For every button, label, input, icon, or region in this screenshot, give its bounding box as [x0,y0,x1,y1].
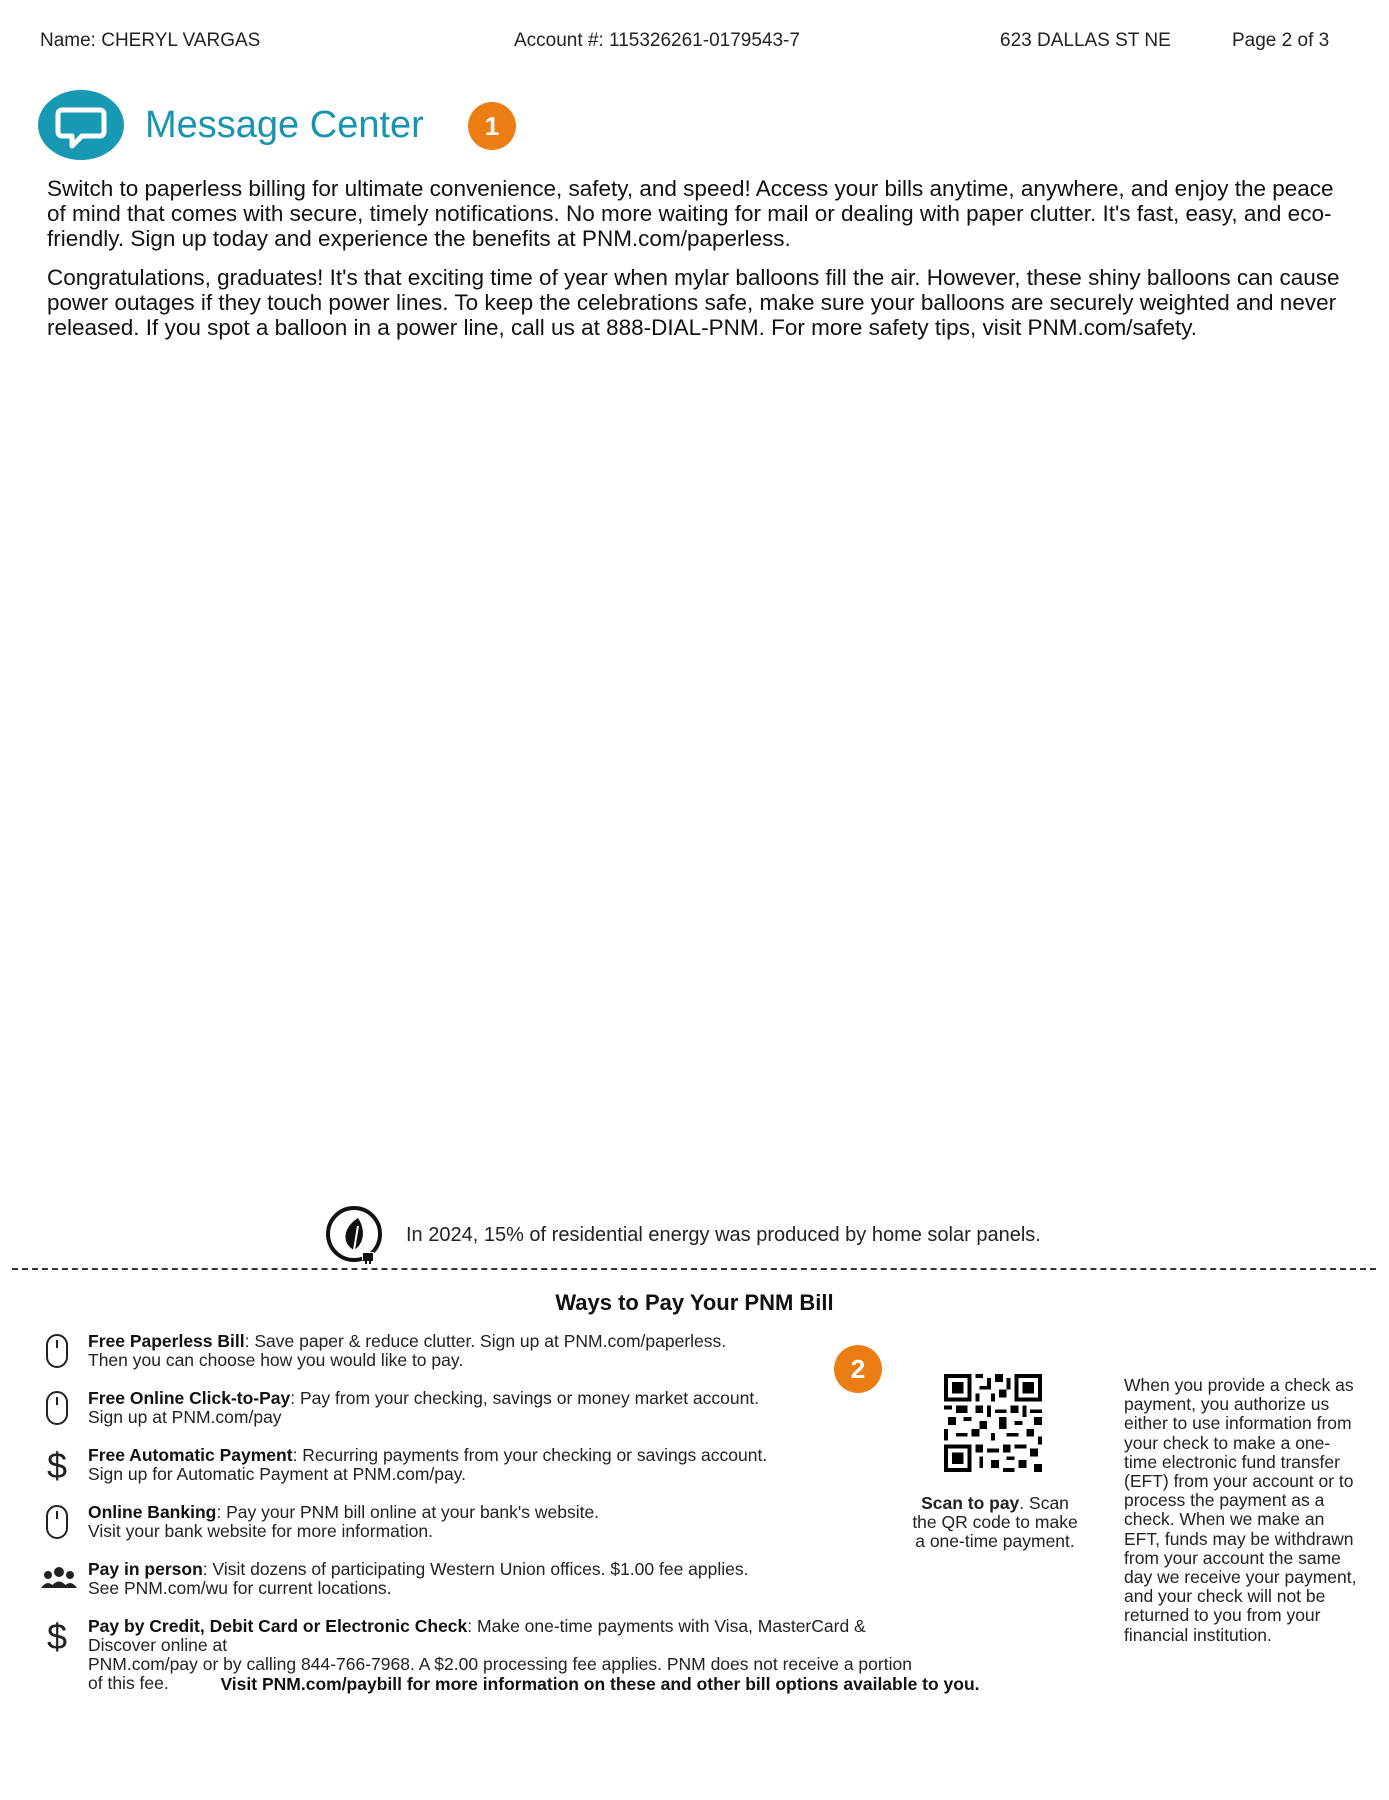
svg-text:$: $ [46,1446,68,1484]
message-paragraph: Congratulations, graduates! It's that exciting time of year when mylar balloons fill the air. However, these shiny balloons can cause power outages if they touch power lines. To keep the celebrations safe, make sure your balloons are securely weighted and never released. If you spot a balloon in a power line, call us at 888-DIAL-PNM. For more safety tips, visit PNM.com/safety. [47,265,1340,340]
pay-option-in-person [40,1560,920,1600]
option-text-2: Visit your bank website for more information. [88,1521,433,1541]
customer-name: Name: CHERYL VARGAS [40,30,261,51]
solar-note: In 2024, 15% of residential energy was produced by home solar panels. [406,1224,1041,1246]
page-number: Page 2 of 3 [1232,30,1330,51]
mouse-icon [40,1389,74,1427]
ways-to-pay-title: Ways to Pay Your PNM Bill [555,1290,834,1315]
solar-leaf-icon [324,1204,386,1266]
option-text-2: See PNM.com/wu for current locations. [88,1578,392,1598]
option-text: : Visit dozens of participating Western Union offices. $1.00 fee applies. [202,1559,749,1579]
option-title: Pay by Credit, Debit Card or Electronic Check [88,1616,468,1636]
option-text: : Pay from your checking, savings or money market account. [290,1388,760,1408]
option-title: Pay in person [88,1559,203,1579]
tear-line [12,1268,1376,1270]
account-number: Account #: 115326261-0179543-7 [514,30,800,51]
message-balloons [47,265,1347,340]
scan-to-pay-text [910,1494,1080,1551]
svg-text:$: $ [46,1617,68,1655]
option-title: Online Banking [88,1502,217,1522]
option-text-2: Sign up at PNM.com/pay [88,1407,282,1427]
pay-option-click-to-pay [40,1389,920,1429]
mouse-icon [40,1503,74,1541]
option-text: : Recurring payments from your checking or savings account. [292,1445,768,1465]
pay-option-paperless [40,1332,920,1372]
message-paragraph: Switch to paperless billing for ultimate convenience, safety, and speed! Access your bills anytime, anywhere, and enjoy the peace of mind that comes with secure, timely notifications. No more waiting for mail or dealing with paper clutter. It's fast, easy, and eco-friendly. Sign up today and experience the benefits at PNM.com/paperless. [47,176,1334,251]
dollar-icon [40,1617,74,1655]
scan-description: . Scan the QR code to make a one-time payment. [912,1493,1078,1551]
option-text: : Make one-time payments with Visa, MasterCard & Discover online at [88,1616,866,1655]
option-text-2: Sign up for Automatic Payment at PNM.com/pay. [88,1464,467,1484]
option-text: : Save paper & reduce clutter. Sign up at PNM.com/paperless. [244,1331,727,1351]
check-eft-notice: When you provide a check as payment, you authorize us either to use information from your check to make a one-time electronic fund transfer (EFT) from your account or to process the payment as a check. When we make an EFT, funds may be withdrawn from your account the same day we receive your payment, and your check will not be returned to you from your financial institution. [1124,1375,1357,1645]
option-title: Free Paperless Bill [88,1331,245,1351]
option-text-2: Then you can choose how you would like to pay. [88,1350,464,1370]
message-center-icon [38,90,124,160]
chat-bubble-icon [38,90,124,160]
dollar-icon [40,1446,74,1484]
option-title: Free Automatic Payment [88,1445,293,1465]
message-paperless [47,176,1347,251]
option-text-2: PNM.com/pay or by calling 844-766-7968. A $2.00 processing fee applies. PNM does not receive a portion of this fee. [88,1654,912,1693]
qr-code[interactable] [944,1374,1042,1472]
pay-option-automatic [40,1446,920,1486]
scan-title: Scan to pay [921,1493,1020,1513]
mouse-icon [40,1332,74,1370]
pay-option-online-banking [40,1503,920,1543]
people-icon [40,1560,74,1598]
callout-badge-1: 1 [468,102,516,150]
service-address: 623 DALLAS ST NE [1000,30,1171,51]
option-title: Free Online Click-to-Pay [88,1388,291,1408]
paybill-info: Visit PNM.com/paybill for more information on these and other bill options available to you. [220,1674,980,1694]
option-text: : Pay your PNM bill online at your bank's website. [216,1502,600,1522]
callout-badge-2: 2 [834,1345,882,1393]
message-center-title: Message Center [145,104,424,146]
